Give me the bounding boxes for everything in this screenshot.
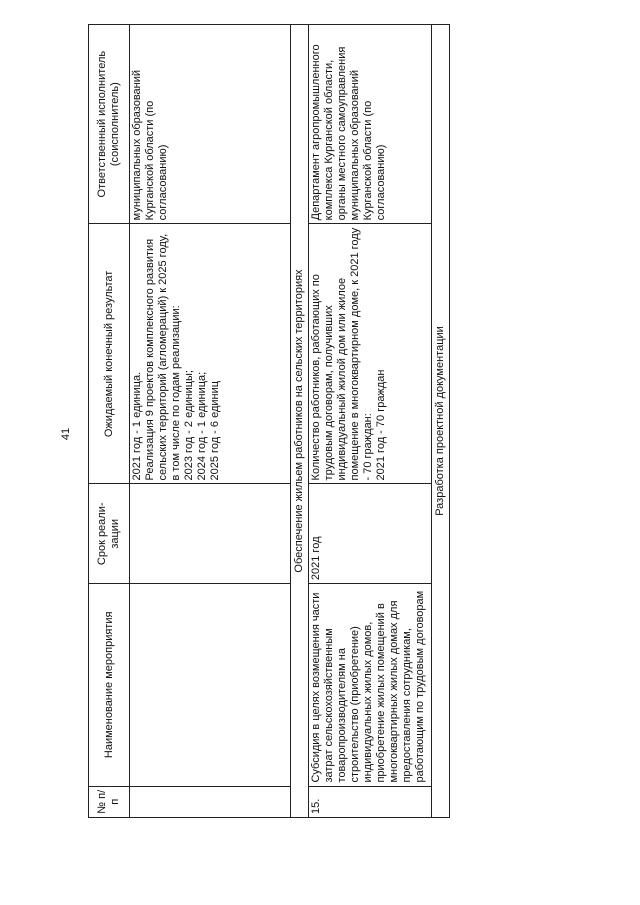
section-title-housing: Обеспечение жильем работников на сельских территориях [291, 25, 309, 818]
rotated-table-wrapper [88, 24, 446, 818]
header-term: Срок реали- зации [89, 484, 130, 584]
section-title-design: Разработка проектной документации [432, 25, 450, 818]
row2-responsible: Департамент агропромышленного комплекса Курганской области, органы местного самоуправления муниципальных образований Курганской области (по согласованию) [309, 25, 432, 224]
row2-name: Субсидия в целях возмещения части затрат сельскохозяйственным товаропроизводителям на строительство (приобретение) индивидуальных жилых домов, приобретение жилых помещений в многоквартирных жилых домах для предоставления сотрудникам, работающим по трудовым договорам [309, 584, 432, 786]
row1-name [130, 584, 291, 786]
row2-result: Количество работников, работающих по трудовым договорам, получивших индивидуальный жилой дом или жилое помещение в многоквартирном доме, к 2021 году - 70 граждан: 2021 год - 70 граждан [309, 224, 432, 484]
header-row [89, 25, 130, 818]
table-row [130, 25, 291, 818]
section-row [291, 25, 309, 818]
section-row [432, 25, 450, 818]
row1-term [130, 484, 291, 584]
row1-num [130, 786, 291, 817]
row2-num: 15. [309, 786, 432, 817]
row1-responsible: муниципальных образований Курганской области (по согласованию) [130, 25, 291, 224]
header-result: Ожидаемый конечный результат [89, 224, 130, 484]
table-row [309, 25, 432, 818]
row1-result: 2021 год - 1 единица. Реализация 9 проектов комплексного развития сельских территорий (агломераций) к 2025 году, в том числе по годам реализации: 2023 год - 2 единицы; 2024 год - 1 единица; 2025 год - 6 единиц [130, 224, 291, 484]
header-num: № п/п [89, 786, 130, 817]
measures-table [88, 24, 450, 818]
page-number: 41 [60, 427, 72, 441]
header-responsible: Ответственный исполнитель (соисполнитель) [89, 25, 130, 224]
row2-term: 2021 год [309, 484, 432, 584]
header-name: Наименование мероприятия [89, 584, 130, 786]
